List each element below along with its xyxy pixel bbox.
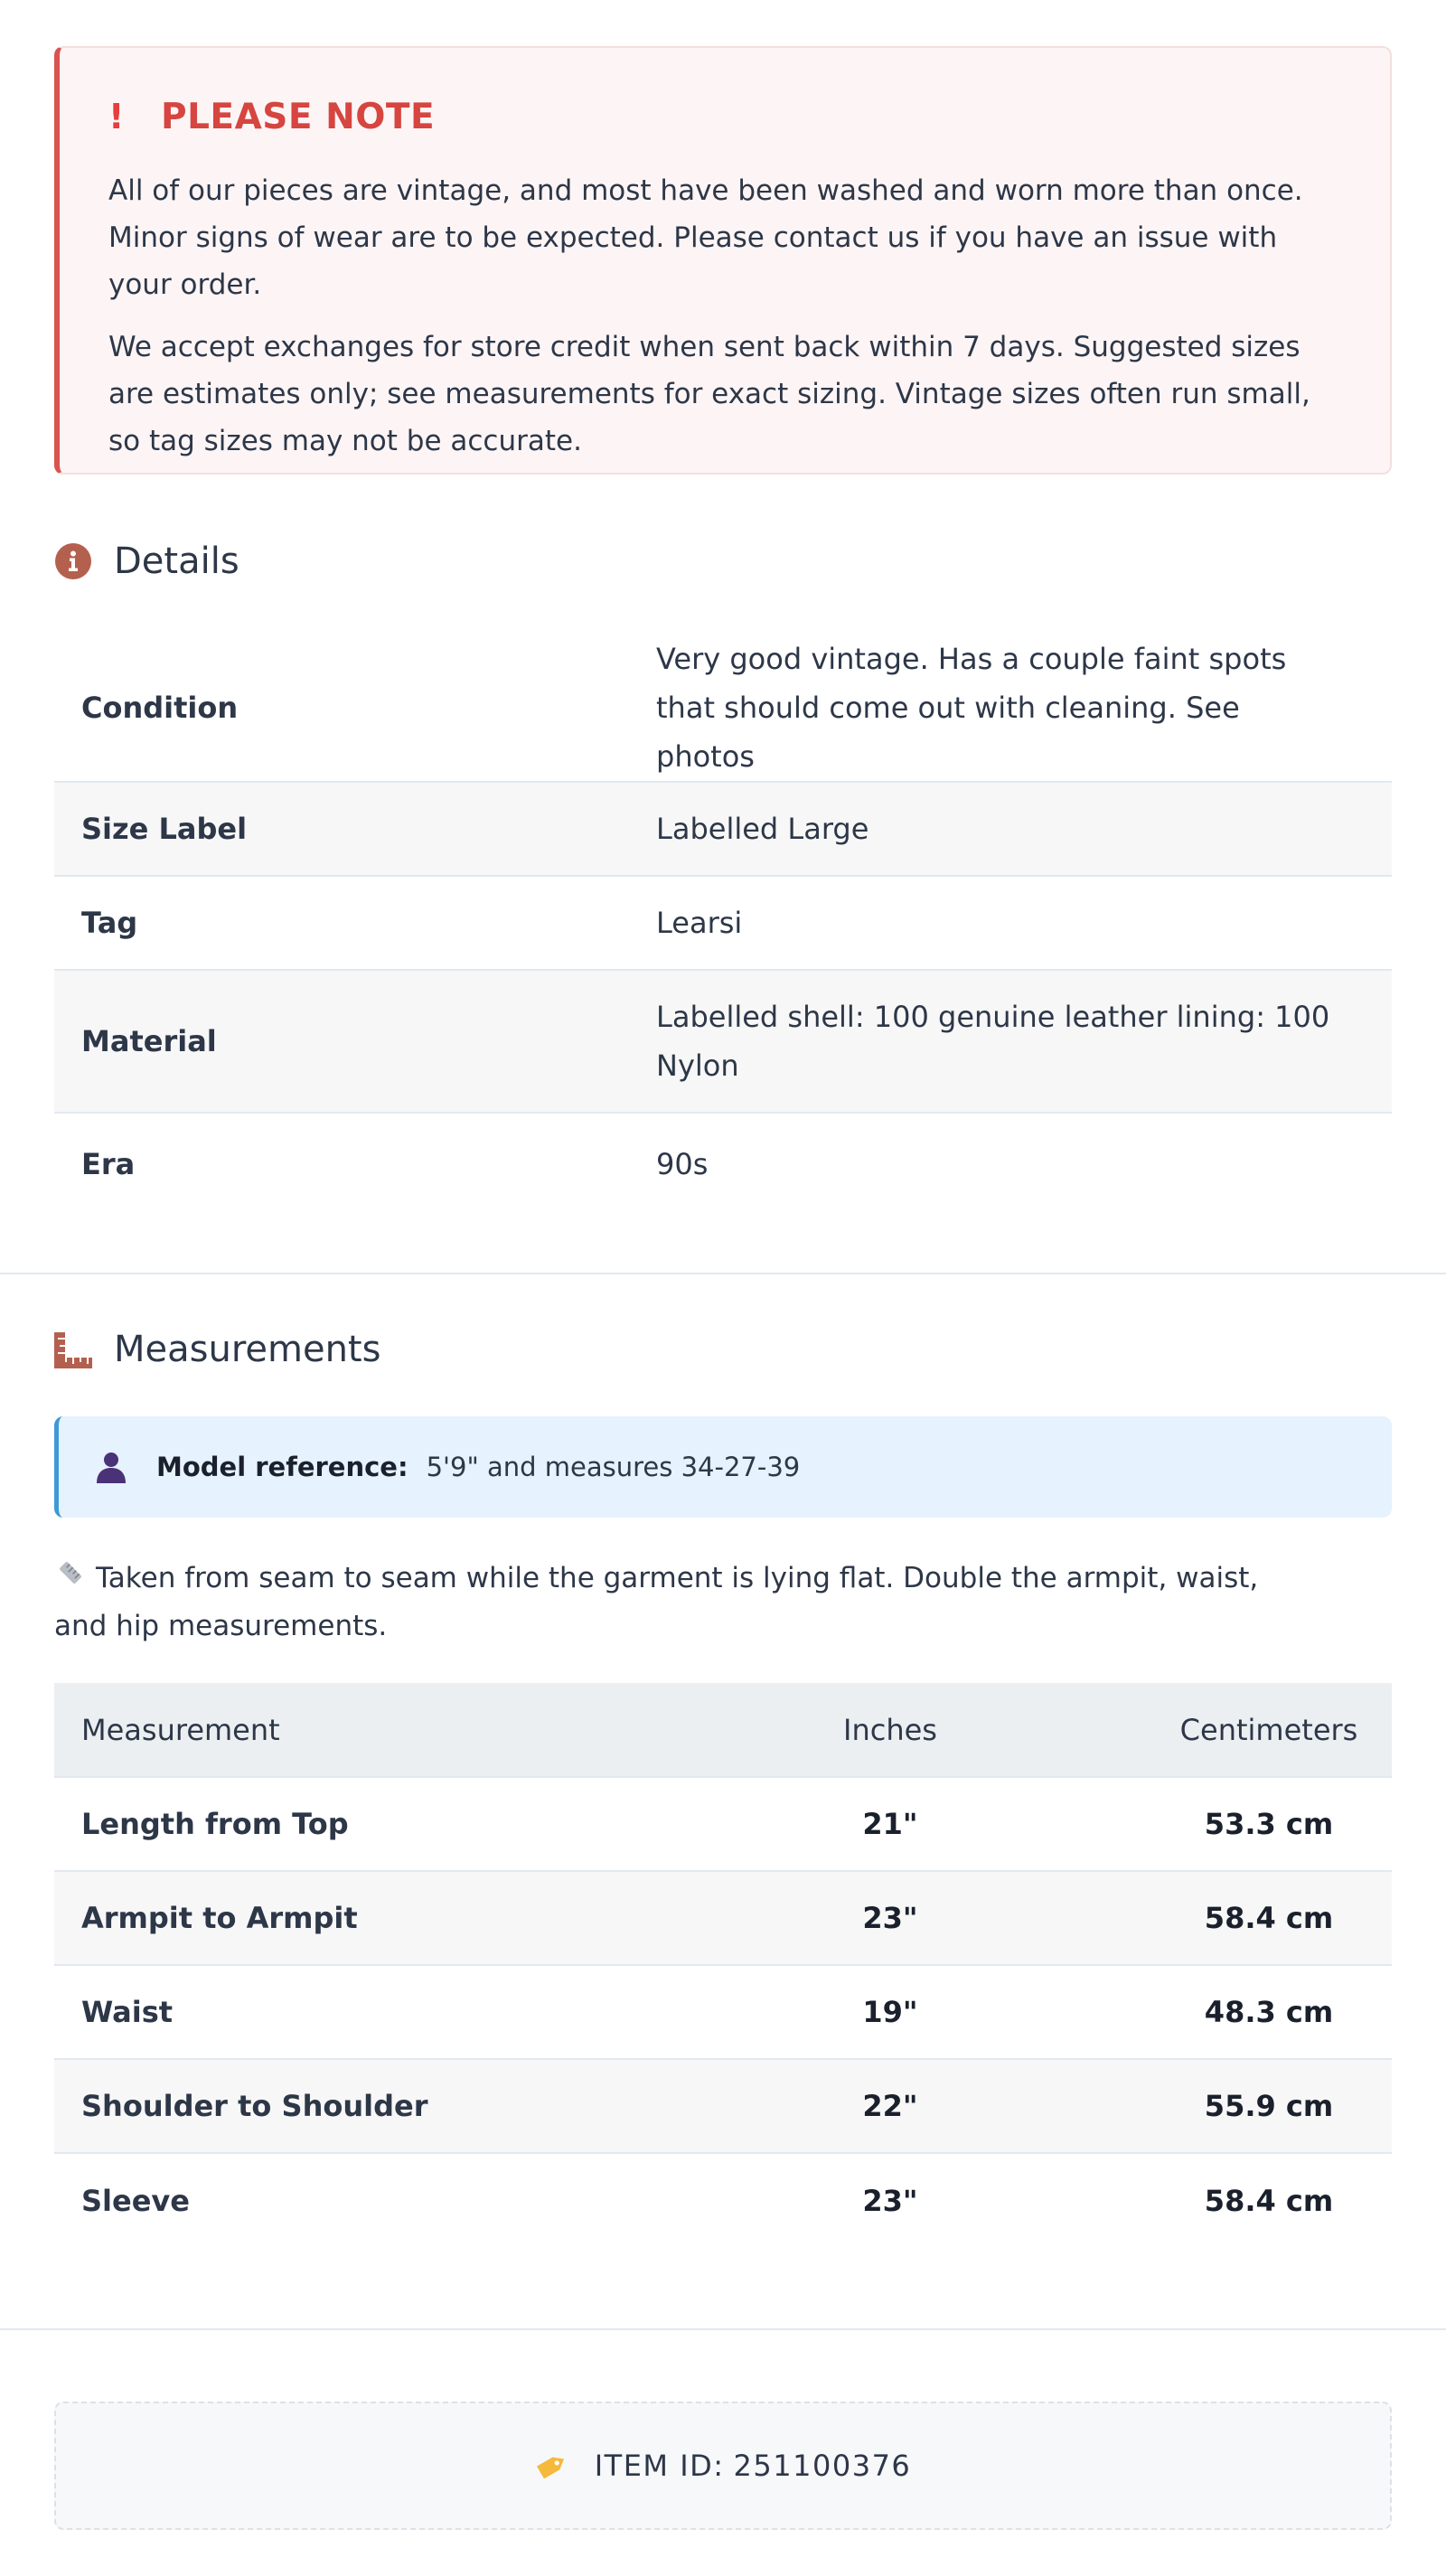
model-reference-box xyxy=(54,1416,1392,1518)
notice-paragraph: All of our pieces are vintage, and most have been washed and worn more than once. Minor signs of wear are to be expected. Please contact us if you have an issue with your order. xyxy=(108,174,1303,301)
table-row xyxy=(54,1777,1392,1871)
person-icon xyxy=(93,1451,129,1483)
measurement-note xyxy=(54,1556,1319,1650)
detail-value: Very good vintage. Has a couple faint spots that should come out with cleaning. See photos xyxy=(656,635,1392,782)
measurement-inches: 22" xyxy=(725,2059,1164,2153)
table-row xyxy=(54,970,1392,1113)
table-row xyxy=(54,1871,1392,1965)
measurement-name: Length from Top xyxy=(54,1777,725,1871)
column-header: Measurement xyxy=(54,1683,725,1777)
measurement-name: Armpit to Armpit xyxy=(54,1871,725,1965)
detail-label: Material xyxy=(54,970,656,1113)
details-table xyxy=(54,635,1392,1214)
info-circle-icon xyxy=(54,542,92,580)
measurement-note-text: Taken from seam to seam while the garment is lying flat. Double the armpit, waist, and hip measurements. xyxy=(54,1562,1259,1642)
notice-title: PLEASE NOTE xyxy=(161,96,436,137)
section-divider xyxy=(0,2328,1446,2330)
detail-value: 90s xyxy=(656,1146,709,1181)
detail-value: Labelled Large xyxy=(656,782,1392,876)
column-header: Inches xyxy=(725,1683,1164,1777)
tag-icon xyxy=(535,2449,569,2482)
measurement-inches: 19" xyxy=(725,1965,1164,2059)
model-reference-value: 5'9" and measures 34-27-39 xyxy=(426,1452,801,1482)
table-row xyxy=(54,2059,1392,2153)
exclamation-icon: ! xyxy=(108,97,125,136)
detail-label: Condition xyxy=(54,635,656,782)
notice-paragraph: We accept exchanges for store credit when sent back within 7 days. Suggested sizes are estimates only; see measurements for exact sizing. Vintage sizes often run small, so tag sizes may not be accurate. xyxy=(108,331,1310,457)
measurement-inches: 21" xyxy=(725,1777,1164,1871)
model-reference-label: Model reference: xyxy=(156,1452,408,1482)
details-heading xyxy=(54,542,239,580)
table-row xyxy=(54,782,1392,876)
table-row xyxy=(54,2153,1392,2247)
measurement-cm: 48.3 cm xyxy=(1164,1965,1392,2059)
measurements-title: Measurements xyxy=(114,1329,381,1370)
measurement-cm: 58.4 cm xyxy=(1204,2183,1334,2218)
measurements-heading xyxy=(54,1330,380,1368)
measurement-cm: 58.4 cm xyxy=(1164,1871,1392,1965)
item-id-value: 251100376 xyxy=(733,2449,912,2483)
detail-label: Size Label xyxy=(54,782,656,876)
measurement-name: Waist xyxy=(54,1965,725,2059)
measurement-name: Sleeve xyxy=(81,2183,190,2218)
ruler-icon xyxy=(54,1330,92,1368)
measurement-inches: 23" xyxy=(725,1871,1164,1965)
detail-label: Era xyxy=(81,1146,136,1181)
table-header-row xyxy=(54,1683,1392,1777)
table-row xyxy=(54,635,1392,782)
detail-value: Labelled shell: 100 genuine leather lining: 100 Nylon xyxy=(656,970,1392,1113)
table-row xyxy=(54,1965,1392,2059)
detail-value: Learsi xyxy=(656,876,1392,970)
measurement-cm: 53.3 cm xyxy=(1164,1777,1392,1871)
measurement-inches: 23" xyxy=(862,2183,918,2218)
measurement-cm: 55.9 cm xyxy=(1164,2059,1392,2153)
item-id-box xyxy=(54,2402,1392,2530)
column-header: Centimeters xyxy=(1164,1683,1392,1777)
notice-header xyxy=(108,96,1345,137)
table-row xyxy=(54,1113,1392,1214)
ruler-pencil-icon xyxy=(54,1556,87,1603)
measurement-name: Shoulder to Shoulder xyxy=(54,2059,725,2153)
item-id-label: ITEM ID: xyxy=(594,2449,725,2483)
measurements-table xyxy=(54,1683,1392,2247)
notice-box xyxy=(54,46,1392,475)
section-divider xyxy=(0,1273,1446,1274)
table-row xyxy=(54,876,1392,970)
detail-label: Tag xyxy=(54,876,656,970)
details-title: Details xyxy=(114,541,239,582)
